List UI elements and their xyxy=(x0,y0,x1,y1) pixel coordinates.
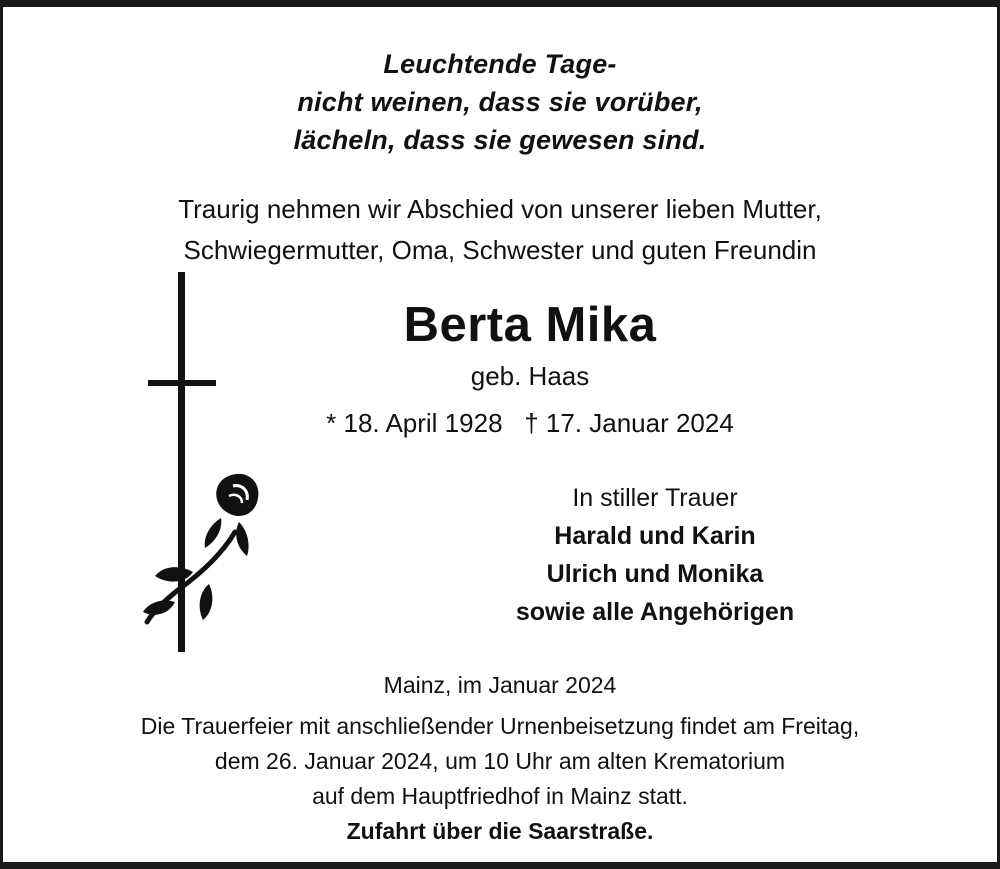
service-block xyxy=(3,631,997,849)
deceased-name: Berta Mika xyxy=(403,298,657,352)
maiden-name: geb. Haas xyxy=(470,361,590,391)
service-line-1: Die Trauerfeier mit anschließender Urnenbeisetzung findet am Freitag, xyxy=(140,713,860,739)
verse xyxy=(3,7,997,159)
service-line-3: auf dem Hauptfriedhof in Mainz statt. xyxy=(312,783,688,809)
service-note: Zufahrt über die Saarstraße. xyxy=(346,818,654,844)
mourner-1: Harald und Karin xyxy=(554,522,756,550)
verse-line-3: lächeln, dass sie gewesen sind. xyxy=(293,125,707,155)
mourning-lead: In stiller Trauer xyxy=(572,484,738,512)
cross-with-rose-icon xyxy=(123,272,263,662)
mourner-3: sowie alle Angehörigen xyxy=(515,598,795,626)
life-dates: * 18. April 1928 † 17. Januar 2024 xyxy=(326,408,734,438)
verse-line-1: Leuchtende Tage- xyxy=(383,49,617,79)
verse-line-2: nicht weinen, dass sie vorüber, xyxy=(297,87,703,117)
intro-line-1: Traurig nehmen wir Abschied von unserer lieben Mutter, xyxy=(178,194,822,224)
place-date: Mainz, im Januar 2024 xyxy=(383,672,617,698)
intro-text xyxy=(3,159,997,271)
mourner-2: Ulrich und Monika xyxy=(546,560,764,588)
intro-line-2: Schwiegermutter, Oma, Schwester und guten Freundin xyxy=(183,235,817,265)
service-line-2: dem 26. Januar 2024, um 10 Uhr am alten Krematorium xyxy=(214,748,786,774)
